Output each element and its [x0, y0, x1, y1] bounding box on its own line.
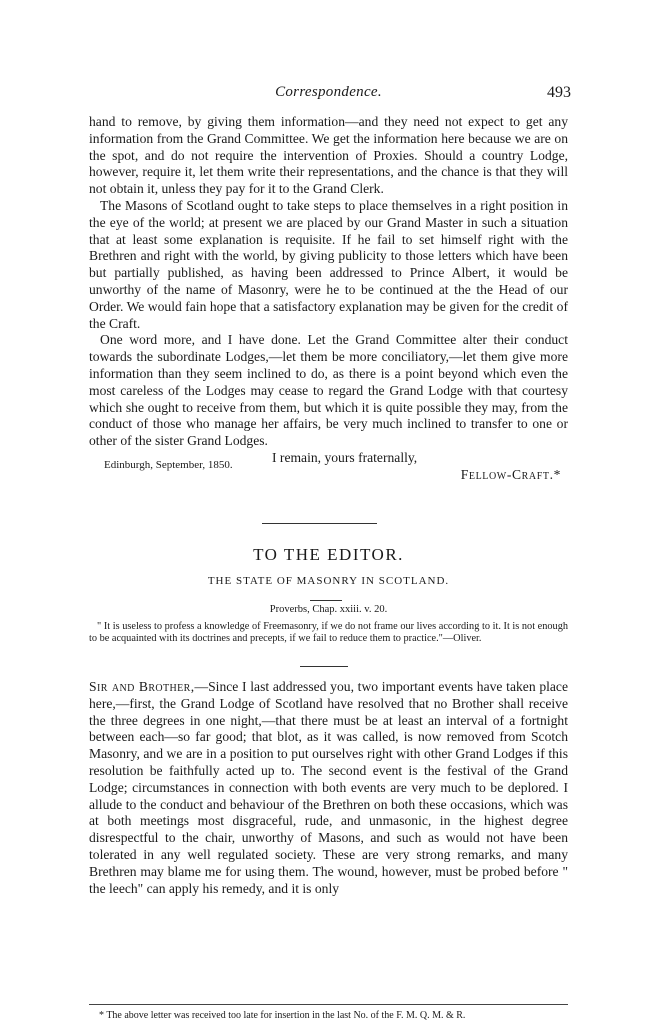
running-head-title: Correspondence.: [275, 84, 382, 100]
letter-two-body: [89, 679, 568, 897]
letter-one-body: [89, 114, 568, 484]
section-divider: [262, 523, 377, 524]
paragraph-one-word-more: One word more, and I have done. Let the Grand Committee alter their conduct towards the subordinate Lodges,—let them be more conciliatory,—let them give more information than they seem inclined to do, as there is a point beyond which even the most careless of the Lodges may cease to regard the Grand Lodge with that courtesy which she ought to receive from them, but which it is quite possible they may, from the conduct of those who manage her affairs, be very much inclined to transfer to one or other of the sister Grand Lodges.: [89, 332, 568, 449]
running-head: [0, 84, 657, 104]
letter-two-text: —Since I last addressed you, two important events have taken place here,—first, the Grand Lodge of Scotland have resolved that no Brother shall receive the three degrees in one night,—that there must be at least an interval of a fortnight between each—so far good; that blot, as it was called, is now removed from Scotch Masonry, and we are in a position to put ourselves right with other Grand Lodges if this resolution be faithfully acted up to. The second event is the festival of the Grand Lodge; circumstances in connection with both events are very much to be deplored. I allude to the conduct and behaviour of the Brethren on both these occasions, which was at both meetings most disgraceful, rude, and unmasonic, in the highest degree disrespectful to the chair, unworthy of Masons, and such as would not have been tolerated in any well regulated society. These are very strong remarks, and many Brethren may blame me for using them. The wound, however, must be probed before " the leech" can apply his remedy, and it is only: [89, 679, 568, 896]
letter-subheading: THE STATE OF MASONRY IN SCOTLAND.: [207, 575, 450, 587]
epigraph-quote: " It is useless to profess a knowledge of Freemasonry, if we do not frame our lives according to it. It is not enough to be acquainted with its doctrines and precepts, if we fail to reduce them to practice."—Oliver.: [89, 621, 568, 644]
closing-line: I remain, yours fraternally,: [272, 449, 418, 465]
salutation: Sir and Brother,: [89, 679, 195, 694]
footnote: * The above letter was received too late for insertion in the last No. of the F. M. Q. M. & R.: [99, 1010, 466, 1021]
paragraph-masons-of-scotland: The Masons of Scotland ought to take steps to place themselves in a right position in the eye of the world; at present we are placed by our Grand Master in such a situation that at least some explanation is requisite. If he fail to set himself right with the Brethren and right with the world, by giving publicity to those letters which have been but partially published, as having been addressed to Prince Albert, it would be unworthy of the name of Masonry, were he to be continued at the the Head of our Order. We would fain hope that a satisfactory explanation may be given for the credit of the Craft.: [89, 197, 568, 331]
epigraph-rule-top: [310, 600, 342, 601]
epigraph-reference: Proverbs, Chap. xxiii. v. 20.: [269, 604, 388, 615]
place-date-line: Edinburgh, September, 1850.: [104, 459, 233, 471]
letter-two-paragraph: [89, 679, 568, 897]
letter-heading: TO THE EDITOR.: [253, 545, 404, 564]
page-number: 493: [547, 84, 571, 101]
footnote-rule: [89, 1004, 568, 1005]
epigraph-rule-bottom: [300, 666, 348, 667]
signature-name: Fellow-Craft.*: [460, 466, 561, 482]
paragraph-continuation: hand to remove, by giving them information—and they need not expect to get any information from the Grand Committee. We get the information here because we are on the spot, and do not require the intervention of Proxies. Should a country Lodge, however, require it, let them write their representations, and the chance is that they will not obtain it, unless they pay for it to the Grand Clerk.: [89, 114, 568, 197]
